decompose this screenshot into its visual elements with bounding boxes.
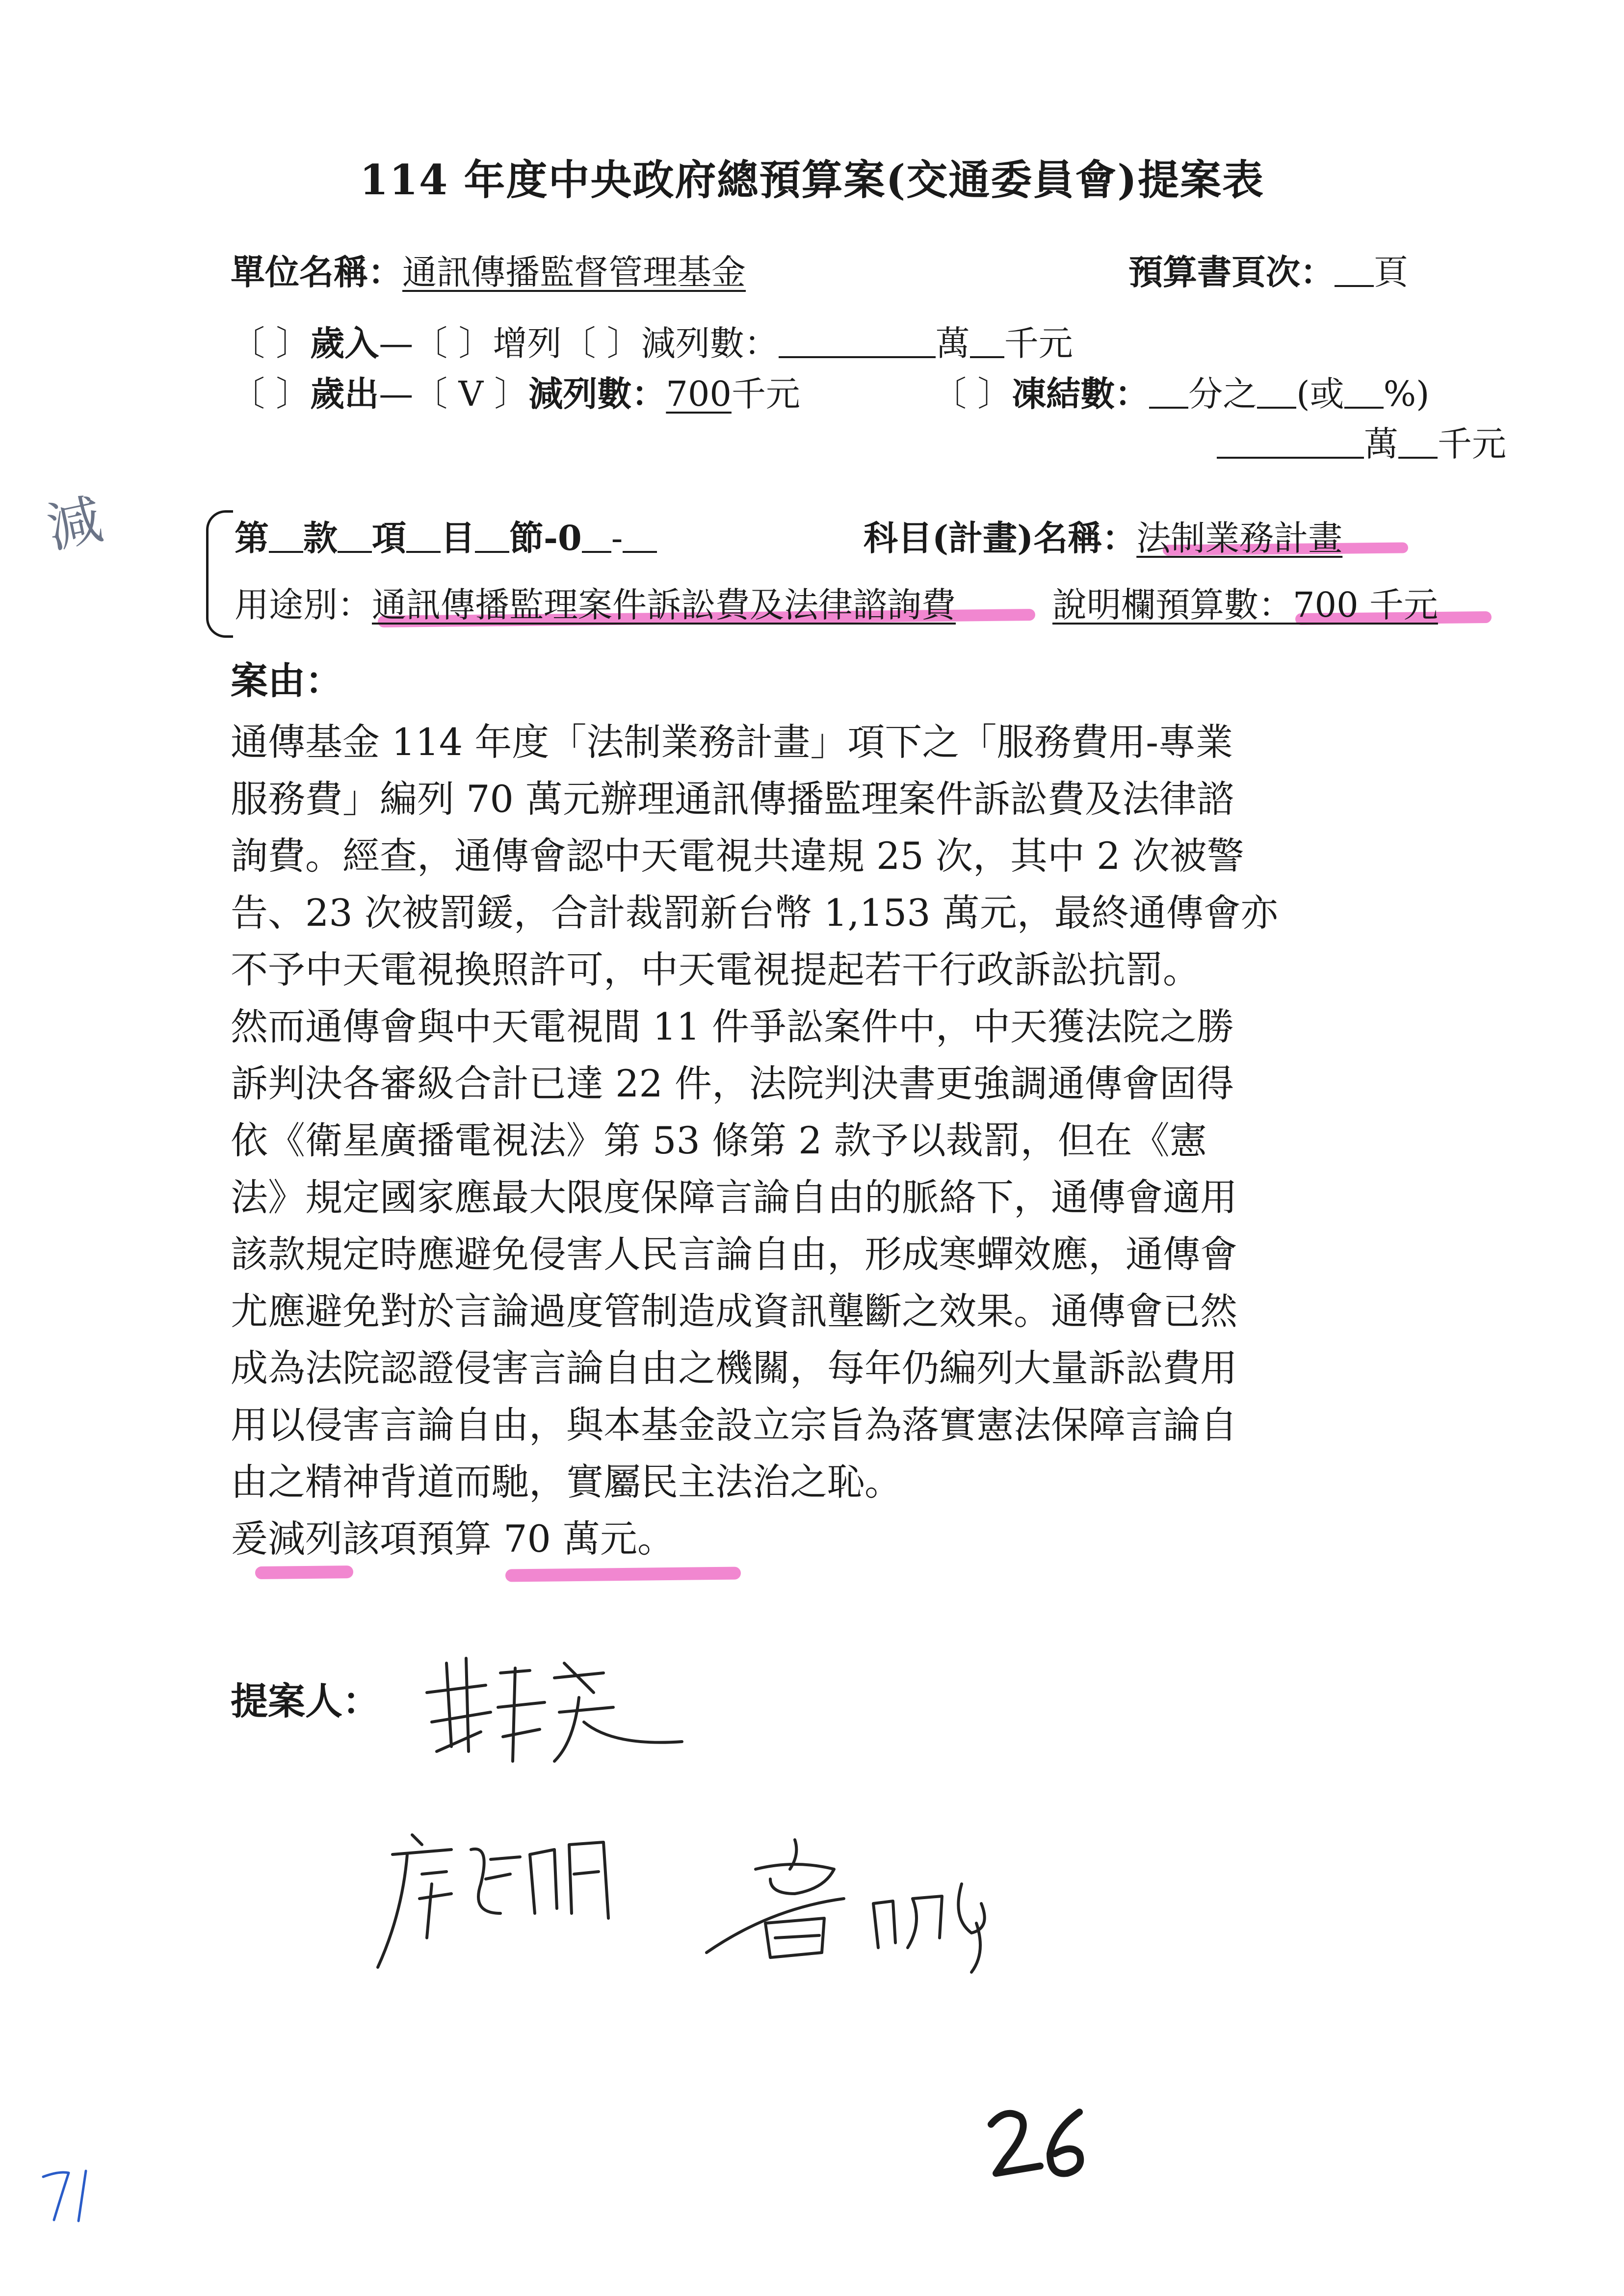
- freeze-checkbox: 〔 〕: [932, 374, 1012, 414]
- income-wan-blank: [779, 327, 936, 358]
- expense-cut-amount: 700: [666, 374, 732, 414]
- corner-number-handwritten: [39, 2166, 108, 2225]
- reason-line: 不予中天電視換照許可，中天電視提起若干行政訴訟抗罰。: [231, 948, 1200, 991]
- freeze-pct-blank: [1344, 377, 1384, 409]
- page-ref-row: [1128, 252, 1408, 292]
- item-sub2-blank: [623, 522, 657, 553]
- freeze-pct: %): [1383, 374, 1430, 414]
- reason-line: 由之精神背道而馳，實屬民主法治之恥。: [231, 1460, 902, 1504]
- expense-dash: —: [379, 374, 414, 414]
- reason-body: [231, 714, 1467, 1567]
- income-cut-label: 減列數：: [641, 323, 779, 364]
- expense-label: 歲出: [310, 373, 379, 414]
- desc-row: [1052, 585, 1438, 625]
- reason-line: 該款規定時應避免侵害人民言論自由，形成寒蟬效應，通傳會: [231, 1232, 1237, 1276]
- freeze-wan-blank: [1217, 427, 1364, 459]
- unit-value: 通訊傳播監督管理基金: [402, 252, 746, 292]
- unit-label: 單位名稱：: [231, 252, 402, 292]
- reason-line: 成為法院認證侵害言論自由之機關，每年仍編列大量訴訟費用: [231, 1346, 1237, 1390]
- expense-checkbox: 〔 〕: [231, 374, 311, 414]
- income-qian-unit: 千元: [1004, 323, 1073, 364]
- income-dash: —: [379, 323, 414, 364]
- income-cut-checkbox: 〔 〕: [561, 323, 641, 364]
- signature-3: [697, 1835, 1011, 1992]
- reason-line: 服務費」編列 70 萬元辦理通訊傳播監理案件訴訟費及法律諮: [231, 777, 1234, 821]
- desc-value: 700 千元: [1293, 585, 1438, 625]
- item-jie: 節-0: [509, 518, 582, 558]
- income-qian-blank: [970, 327, 1004, 358]
- reason-line: 然而通傳會與中天電視間 11 件爭訟案件中，中天獲法院之勝: [231, 1005, 1234, 1048]
- expense-cut-checkbox-checked: 〔 V 〕: [413, 374, 529, 414]
- subject-label: 科目(計畫)名稱：: [864, 518, 1137, 558]
- income-label: 歲入: [310, 323, 379, 364]
- income-add-label: 增列: [493, 323, 562, 364]
- freeze-fen: 分之: [1188, 374, 1257, 414]
- page-ref-suffix: 頁: [1374, 252, 1408, 292]
- expense-row: [231, 373, 800, 414]
- page-title: 114 年度中央政府總預算案(交通委員會)提案表: [359, 156, 1265, 204]
- reason-heading: 案由：: [231, 659, 342, 703]
- item-row: [235, 518, 657, 558]
- item-xiang-blank: [338, 522, 372, 553]
- reason-line: 法》規定國家應最大限度保障言論自由的脈絡下，通傳會適用: [231, 1175, 1237, 1219]
- income-add-checkbox: 〔 〕: [413, 323, 493, 364]
- freeze-qian-unit: 千元: [1438, 424, 1506, 464]
- reason-conclusion: 爰減列該項預算 70 萬元。: [231, 1517, 675, 1561]
- income-row: [231, 323, 1073, 364]
- unit-row: [231, 252, 746, 292]
- item-kuan: 款: [303, 518, 338, 558]
- item-brace: [206, 510, 233, 638]
- item-jie-blank: [475, 522, 509, 553]
- expense-cut-unit: 千元: [731, 374, 800, 414]
- reason-line: 告、23 次被罰鍰，合計裁罰新台幣 1,153 萬元，最終通傳會亦: [231, 891, 1278, 935]
- subject-row: [864, 518, 1343, 558]
- freeze-denominator-blank: [1257, 377, 1296, 409]
- item-xiang: 項: [372, 518, 406, 558]
- reason-line: 通傳基金 114 年度「法制業務計畫」項下之「服務費用-專業: [231, 720, 1233, 764]
- item-kuan-blank: [269, 522, 303, 553]
- highlight-cut: [255, 1565, 353, 1579]
- page-ref-label: 預算書頁次：: [1128, 252, 1335, 292]
- highlight-amount: [505, 1566, 741, 1582]
- page-number-handwritten: [986, 2105, 1094, 2183]
- freeze-wan-unit: 萬: [1364, 424, 1398, 464]
- margin-note: 減: [41, 487, 107, 560]
- reason-line: 訴判決各審級合計已達 22 件，法院判決書更強調通傳會固得: [231, 1062, 1234, 1105]
- item-mu: 目: [441, 518, 475, 558]
- signature-1: [417, 1634, 692, 1781]
- income-wan-unit: 萬: [935, 323, 970, 364]
- reason-line: 用以侵害言論自由，與本基金設立宗旨為落實憲法保障言論自: [231, 1403, 1237, 1447]
- proposer-label: 提案人：: [231, 1679, 380, 1723]
- freeze-row: [932, 373, 1430, 414]
- item-mu-blank: [406, 522, 441, 553]
- page-ref-blank: [1335, 256, 1374, 287]
- reason-line: 詢費。經查，通傳會認中天電視共違規 25 次，其中 2 次被警: [231, 834, 1244, 878]
- freeze-label: 凍結數：: [1012, 373, 1150, 414]
- use-value: 通訊傳播監理案件訴訟費及法律諮詢費: [372, 585, 956, 625]
- use-row: [235, 585, 956, 625]
- subject-value: 法制業務計畫: [1136, 518, 1343, 558]
- freeze-huo: (或: [1296, 374, 1344, 414]
- item-dash: -: [611, 518, 623, 558]
- corner-number: [44, 2173, 45, 2174]
- income-checkbox: 〔 〕: [231, 323, 311, 364]
- item-di: 第: [235, 518, 269, 558]
- signature-2: [373, 1815, 628, 1977]
- reason-line: 依《衛星廣播電視法》第 53 條第 2 款予以裁罰，但在《憲: [231, 1119, 1207, 1162]
- freeze-numerator-blank: [1149, 377, 1188, 409]
- reason-line: 尤應避免對於言論過度管制造成資訊壟斷之效果。通傳會已然: [231, 1289, 1237, 1333]
- expense-cut-label: 減列數：: [528, 373, 666, 414]
- desc-label: 說明欄預算數：: [1052, 585, 1293, 625]
- freeze-qian-blank: [1398, 427, 1438, 459]
- use-label: 用途別：: [235, 585, 372, 625]
- freeze-amount-row: [1217, 424, 1506, 464]
- item-sub-blank: [582, 522, 611, 553]
